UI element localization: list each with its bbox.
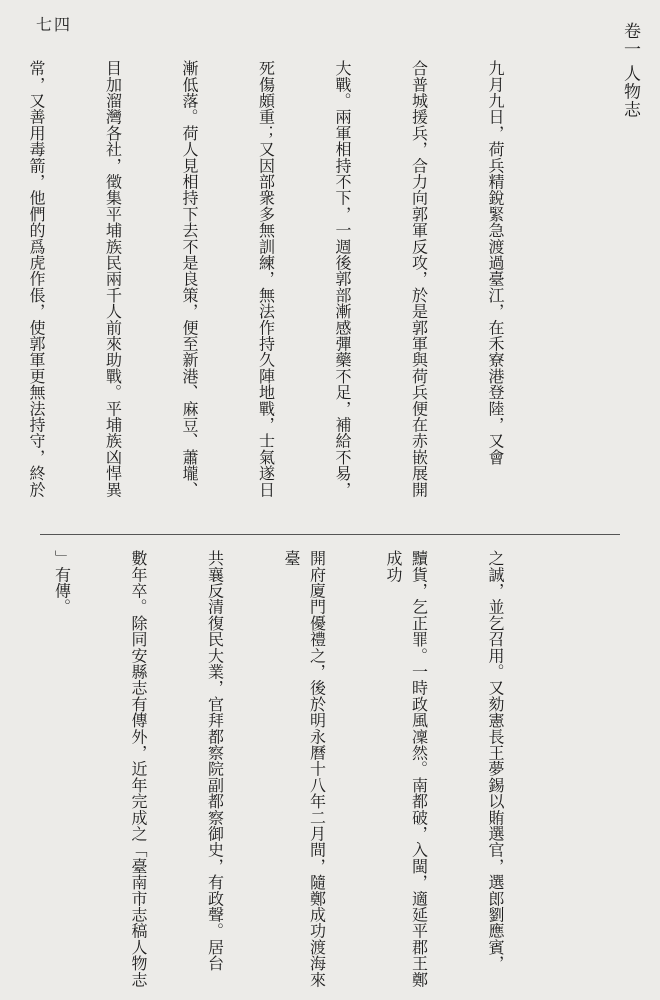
text-line: 合普城援兵，合力向郭軍反攻，於是郭軍與荷兵便在赤嵌展開 xyxy=(409,60,429,498)
text-line: 漸低落。荷人見相持下去不是良策，便至新港、麻豆、蕭壠、 xyxy=(180,60,199,498)
section-divider xyxy=(40,534,620,535)
text-line: 死傷頗重；又因部衆多無訓練，無法作持久陣地戰，士氣遂日 xyxy=(256,60,276,498)
top-section xyxy=(27,60,610,520)
text-line: 常，又善用毒箭，他們的爲虎作倀，使郭軍更無法持守，終於 xyxy=(27,60,46,498)
text-line: 目加溜灣各社，徵集平埔族民兩千人前來助戰。平埔族凶悍異 xyxy=(103,60,123,498)
text-line: 黷貨，乞正罪。一時政風凜然。南都破，入閩，適延平郡王鄭成功 xyxy=(384,550,429,988)
text-line: 開府廈門優禮之，後於明永曆十八年二月間，隨鄭成功渡海來臺 xyxy=(282,550,327,988)
running-header-title: 卷一 人物志 xyxy=(620,22,640,119)
text-line: 之誠，並乞召用。又劾憲長王夢錫以賄選官，選郎劉應賓， xyxy=(486,550,505,972)
text-line: 共襄反清復民大業，官拜都察院副都察御史，有政聲。居台 xyxy=(205,550,225,972)
entry-guo-zhenyi-continued xyxy=(0,550,559,995)
text-line: 數年卒。除同安縣志有傳外，近年完成之「臺南市志稿人物志 xyxy=(129,550,148,988)
text-line: 大戰。兩軍相持不下，一週後郭部漸感彈藥不足，補給不易， xyxy=(333,60,352,498)
paragraph-guo-huaiyi-battle xyxy=(0,60,559,520)
text-line: 九月九日，荷兵精銳緊急渡過臺江，在禾寮港登陸，又會 xyxy=(486,60,505,465)
page-number: 七四 xyxy=(36,15,73,34)
bottom-section xyxy=(50,550,610,995)
text-line: 」有傳。 xyxy=(52,550,72,615)
